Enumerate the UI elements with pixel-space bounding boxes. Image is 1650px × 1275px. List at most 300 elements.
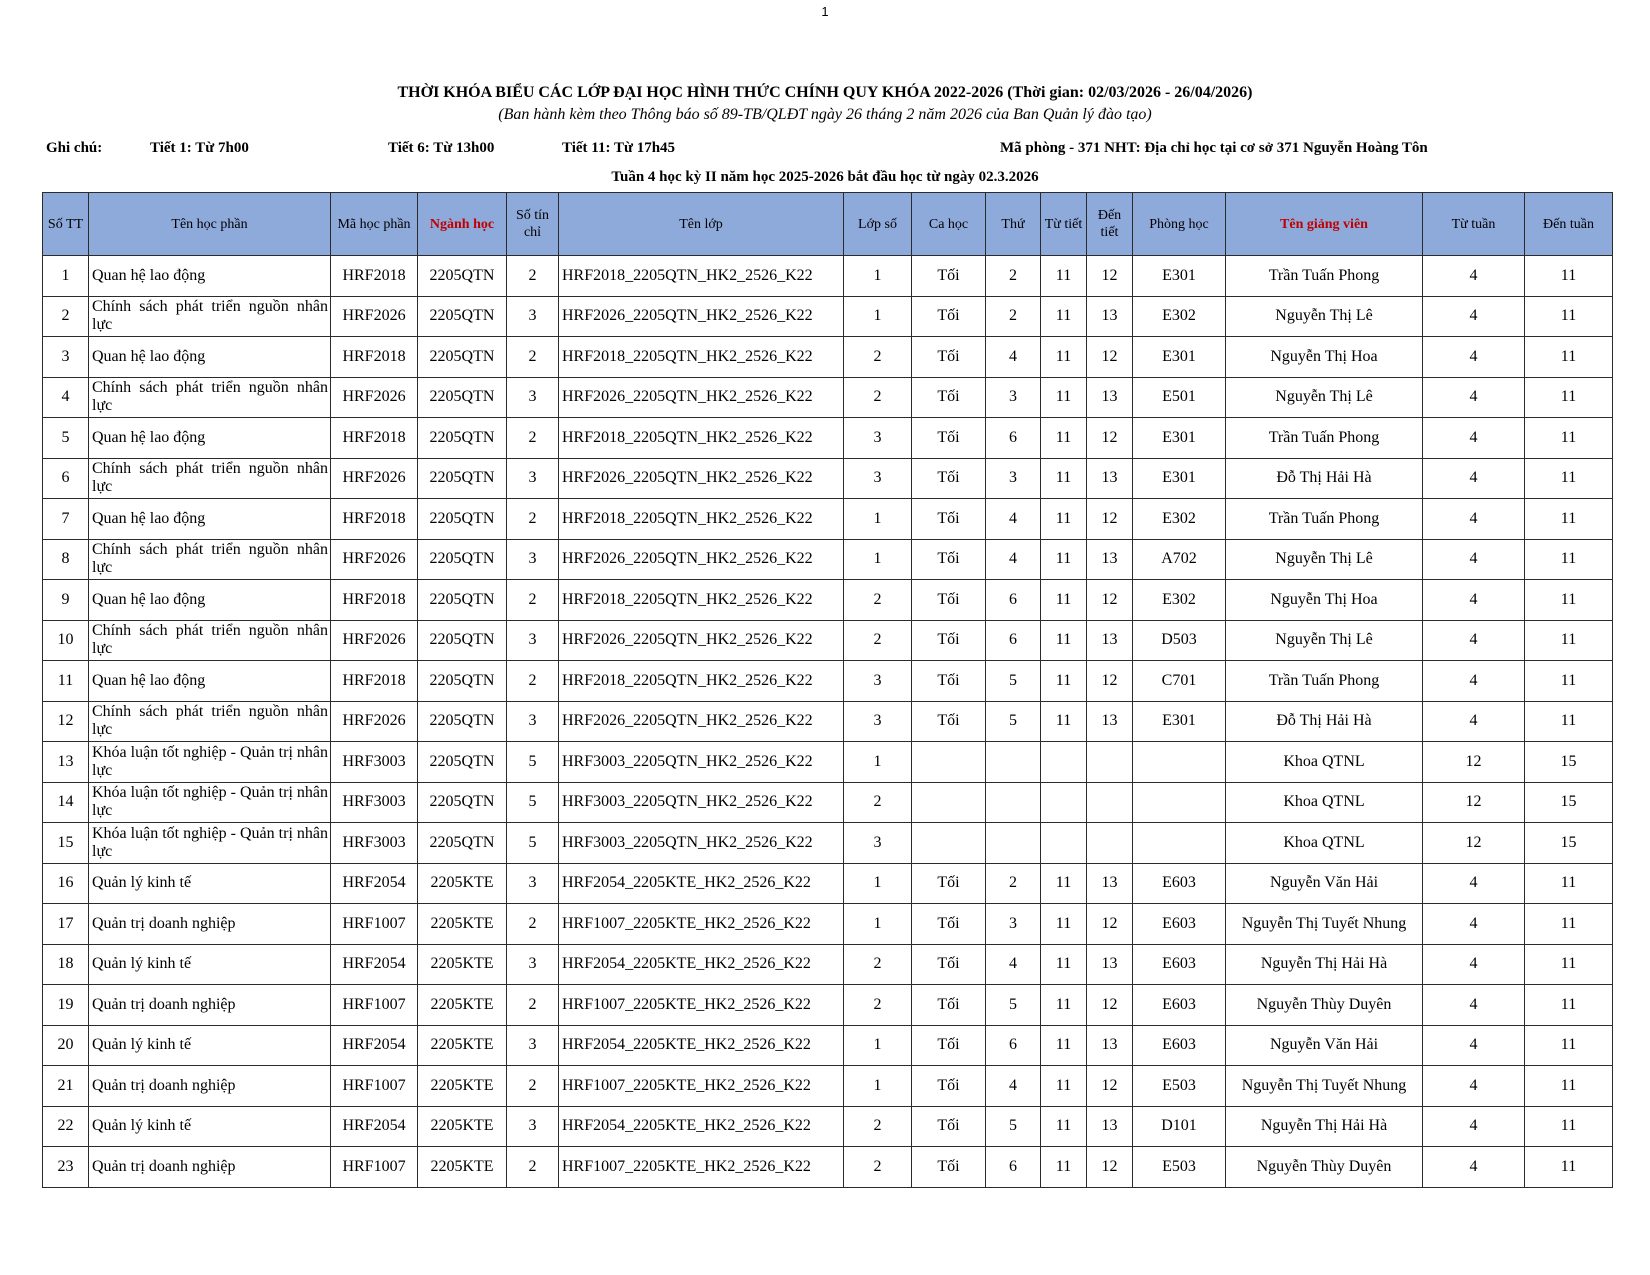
- cell-to-period: 12: [1087, 985, 1133, 1026]
- cell-credits: 2: [507, 904, 559, 945]
- cell-course-code: HRF2018: [331, 661, 418, 702]
- cell-to-period: 12: [1087, 661, 1133, 702]
- cell-class-no: 3: [844, 418, 912, 459]
- cell-from-week: 4: [1423, 377, 1525, 418]
- cell-credits: 2: [507, 337, 559, 378]
- cell-to-week: 11: [1525, 499, 1613, 540]
- cell-stt: 21: [43, 1066, 89, 1107]
- cell-weekday: 3: [986, 458, 1041, 499]
- cell-to-week: 11: [1525, 863, 1613, 904]
- cell-to-period: 12: [1087, 904, 1133, 945]
- cell-weekday: 5: [986, 985, 1041, 1026]
- cell-stt: 8: [43, 539, 89, 580]
- cell-from-period: 11: [1041, 1066, 1087, 1107]
- cell-class-no: 2: [844, 620, 912, 661]
- cell-from-period: 11: [1041, 458, 1087, 499]
- cell-stt: 11: [43, 661, 89, 702]
- cell-weekday: 5: [986, 701, 1041, 742]
- col-header-weekday: Thứ: [986, 193, 1041, 256]
- cell-lecturer: Đỗ Thị Hải Hà: [1226, 458, 1423, 499]
- note-period-1: Tiết 1: Từ 7h00: [150, 140, 249, 156]
- cell-room: E603: [1133, 944, 1226, 985]
- cell-course-code: HRF2026: [331, 701, 418, 742]
- cell-course-name: Quản lý kinh tế: [89, 1106, 331, 1147]
- cell-stt: 22: [43, 1106, 89, 1147]
- cell-class-name: HRF2018_2205QTN_HK2_2526_K22: [559, 580, 844, 621]
- col-header-class-no: Lớp số: [844, 193, 912, 256]
- cell-to-period: 13: [1087, 1106, 1133, 1147]
- cell-from-week: 4: [1423, 296, 1525, 337]
- cell-major: 2205KTE: [418, 1025, 507, 1066]
- cell-room: E302: [1133, 580, 1226, 621]
- cell-lecturer: Nguyễn Thị Hoa: [1226, 337, 1423, 378]
- cell-stt: 19: [43, 985, 89, 1026]
- cell-course-name: Khóa luận tốt nghiệp - Quản trị nhân lực: [89, 742, 331, 783]
- cell-lecturer: Khoa QTNL: [1226, 742, 1423, 783]
- cell-stt: 9: [43, 580, 89, 621]
- table-row: [43, 661, 1613, 702]
- cell-class-name: HRF1007_2205KTE_HK2_2526_K22: [559, 1066, 844, 1107]
- cell-class-name: HRF3003_2205QTN_HK2_2526_K22: [559, 782, 844, 823]
- cell-class-no: 2: [844, 985, 912, 1026]
- cell-from-week: 4: [1423, 418, 1525, 459]
- cell-class-no: 3: [844, 661, 912, 702]
- cell-credits: 5: [507, 742, 559, 783]
- cell-credits: 3: [507, 1025, 559, 1066]
- cell-class-name: HRF1007_2205KTE_HK2_2526_K22: [559, 904, 844, 945]
- cell-class-name: HRF2018_2205QTN_HK2_2526_K22: [559, 418, 844, 459]
- cell-class-no: 2: [844, 1106, 912, 1147]
- cell-weekday: [986, 742, 1041, 783]
- col-header-credits: Số tín chỉ: [507, 193, 559, 256]
- cell-to-period: 13: [1087, 377, 1133, 418]
- cell-to-week: 11: [1525, 904, 1613, 945]
- cell-major: 2205KTE: [418, 1066, 507, 1107]
- cell-class-no: 2: [844, 944, 912, 985]
- cell-class-name: HRF2054_2205KTE_HK2_2526_K22: [559, 1106, 844, 1147]
- cell-to-week: 11: [1525, 256, 1613, 297]
- cell-stt: 18: [43, 944, 89, 985]
- cell-lecturer: Nguyễn Thị Hải Hà: [1226, 944, 1423, 985]
- cell-to-period: [1087, 782, 1133, 823]
- cell-course-name: Quản trị doanh nghiệp: [89, 1147, 331, 1188]
- cell-stt: 2: [43, 296, 89, 337]
- cell-course-code: HRF1007: [331, 904, 418, 945]
- cell-from-period: 11: [1041, 904, 1087, 945]
- cell-weekday: [986, 823, 1041, 864]
- cell-credits: 3: [507, 1106, 559, 1147]
- cell-session: Tối: [912, 337, 986, 378]
- cell-to-week: 11: [1525, 661, 1613, 702]
- cell-credits: 2: [507, 418, 559, 459]
- cell-course-code: HRF2054: [331, 1106, 418, 1147]
- cell-major: 2205KTE: [418, 904, 507, 945]
- cell-room: C701: [1133, 661, 1226, 702]
- cell-credits: 2: [507, 580, 559, 621]
- cell-weekday: 3: [986, 377, 1041, 418]
- cell-course-name: Chính sách phát triển nguồn nhân lực: [89, 377, 331, 418]
- cell-stt: 23: [43, 1147, 89, 1188]
- cell-class-name: HRF2018_2205QTN_HK2_2526_K22: [559, 499, 844, 540]
- cell-credits: 3: [507, 863, 559, 904]
- cell-course-code: HRF2054: [331, 1025, 418, 1066]
- cell-room: E603: [1133, 863, 1226, 904]
- cell-weekday: 6: [986, 1025, 1041, 1066]
- cell-session: Tối: [912, 863, 986, 904]
- cell-class-no: 2: [844, 337, 912, 378]
- col-header-from-week: Từ tuần: [1423, 193, 1525, 256]
- schedule-table: [42, 192, 1613, 1188]
- cell-stt: 5: [43, 418, 89, 459]
- cell-to-period: [1087, 742, 1133, 783]
- col-header-course-code: Mã học phần: [331, 193, 418, 256]
- cell-course-code: HRF2026: [331, 377, 418, 418]
- cell-course-name: Quản lý kinh tế: [89, 1025, 331, 1066]
- cell-major: 2205QTN: [418, 823, 507, 864]
- cell-major: 2205QTN: [418, 418, 507, 459]
- cell-course-name: Chính sách phát triển nguồn nhân lực: [89, 701, 331, 742]
- cell-course-code: HRF2026: [331, 458, 418, 499]
- cell-from-week: 12: [1423, 782, 1525, 823]
- cell-from-period: 11: [1041, 863, 1087, 904]
- cell-from-week: 4: [1423, 944, 1525, 985]
- cell-session: Tối: [912, 377, 986, 418]
- cell-to-period: 13: [1087, 1025, 1133, 1066]
- page-number: 1: [821, 4, 829, 19]
- cell-course-name: Quan hệ lao động: [89, 580, 331, 621]
- cell-class-no: 1: [844, 863, 912, 904]
- cell-to-week: 11: [1525, 296, 1613, 337]
- cell-room: E503: [1133, 1066, 1226, 1107]
- table-row: [43, 337, 1613, 378]
- note-label: Ghi chú:: [46, 140, 103, 156]
- col-header-to-period: Đến tiết: [1087, 193, 1133, 256]
- cell-to-period: 13: [1087, 701, 1133, 742]
- table-row: [43, 458, 1613, 499]
- cell-course-name: Quan hệ lao động: [89, 661, 331, 702]
- cell-room: E603: [1133, 985, 1226, 1026]
- cell-course-name: Quan hệ lao động: [89, 337, 331, 378]
- cell-credits: 2: [507, 1147, 559, 1188]
- cell-from-period: 11: [1041, 256, 1087, 297]
- cell-to-period: 13: [1087, 944, 1133, 985]
- cell-session: Tối: [912, 620, 986, 661]
- cell-major: 2205QTN: [418, 256, 507, 297]
- cell-stt: 17: [43, 904, 89, 945]
- cell-class-no: 1: [844, 256, 912, 297]
- cell-major: 2205QTN: [418, 782, 507, 823]
- cell-course-code: HRF2054: [331, 944, 418, 985]
- cell-room: E501: [1133, 377, 1226, 418]
- cell-to-period: 13: [1087, 296, 1133, 337]
- cell-weekday: 5: [986, 1106, 1041, 1147]
- cell-to-period: 12: [1087, 580, 1133, 621]
- cell-lecturer: Nguyễn Thị Lê: [1226, 377, 1423, 418]
- cell-major: 2205QTN: [418, 499, 507, 540]
- cell-lecturer: Nguyễn Thị Hải Hà: [1226, 1106, 1423, 1147]
- cell-session: Tối: [912, 1066, 986, 1107]
- cell-from-period: 11: [1041, 985, 1087, 1026]
- cell-session: Tối: [912, 296, 986, 337]
- cell-class-name: HRF2026_2205QTN_HK2_2526_K22: [559, 620, 844, 661]
- cell-from-week: 4: [1423, 539, 1525, 580]
- cell-room: E603: [1133, 1025, 1226, 1066]
- cell-stt: 13: [43, 742, 89, 783]
- cell-from-period: 11: [1041, 1025, 1087, 1066]
- cell-from-period: 11: [1041, 1147, 1087, 1188]
- cell-course-code: HRF2018: [331, 337, 418, 378]
- cell-lecturer: Khoa QTNL: [1226, 823, 1423, 864]
- cell-credits: 2: [507, 256, 559, 297]
- cell-class-name: HRF2054_2205KTE_HK2_2526_K22: [559, 944, 844, 985]
- table-row: [43, 742, 1613, 783]
- cell-to-period: 12: [1087, 499, 1133, 540]
- cell-to-week: 11: [1525, 539, 1613, 580]
- cell-lecturer: Nguyễn Thị Tuyết Nhung: [1226, 904, 1423, 945]
- cell-room: E301: [1133, 701, 1226, 742]
- cell-credits: 3: [507, 620, 559, 661]
- cell-from-period: 11: [1041, 377, 1087, 418]
- cell-lecturer: Nguyễn Thùy Duyên: [1226, 985, 1423, 1026]
- cell-lecturer: Trần Tuấn Phong: [1226, 256, 1423, 297]
- cell-credits: 5: [507, 823, 559, 864]
- table-row: [43, 580, 1613, 621]
- cell-lecturer: Nguyễn Thị Tuyết Nhung: [1226, 1066, 1423, 1107]
- cell-from-period: 11: [1041, 580, 1087, 621]
- cell-to-week: 11: [1525, 337, 1613, 378]
- cell-to-period: 13: [1087, 458, 1133, 499]
- cell-from-period: 11: [1041, 499, 1087, 540]
- cell-session: Tối: [912, 944, 986, 985]
- cell-weekday: 5: [986, 661, 1041, 702]
- cell-session: Tối: [912, 539, 986, 580]
- col-header-stt: Số TT: [43, 193, 89, 256]
- cell-course-code: HRF2018: [331, 580, 418, 621]
- cell-course-name: Quản trị doanh nghiệp: [89, 1066, 331, 1107]
- cell-weekday: 4: [986, 337, 1041, 378]
- cell-weekday: 4: [986, 944, 1041, 985]
- col-header-session: Ca học: [912, 193, 986, 256]
- cell-course-name: Khóa luận tốt nghiệp - Quản trị nhân lực: [89, 782, 331, 823]
- cell-session: Tối: [912, 499, 986, 540]
- cell-stt: 1: [43, 256, 89, 297]
- cell-from-week: 4: [1423, 904, 1525, 945]
- cell-lecturer: Trần Tuấn Phong: [1226, 418, 1423, 459]
- cell-from-period: 11: [1041, 418, 1087, 459]
- cell-class-no: 3: [844, 823, 912, 864]
- cell-session: [912, 823, 986, 864]
- cell-major: 2205KTE: [418, 1147, 507, 1188]
- col-header-to-week: Đến tuần: [1525, 193, 1613, 256]
- cell-from-period: 11: [1041, 661, 1087, 702]
- cell-session: Tối: [912, 458, 986, 499]
- cell-from-week: 4: [1423, 1106, 1525, 1147]
- cell-course-code: HRF1007: [331, 985, 418, 1026]
- table-row: [43, 823, 1613, 864]
- cell-session: [912, 782, 986, 823]
- document-title: THỜI KHÓA BIỂU CÁC LỚP ĐẠI HỌC HÌNH THỨC CHÍNH QUY KHÓA 2022-2026 (Thời gian: 02/03/2026 - 26/04/2026): [397, 84, 1253, 101]
- cell-class-name: HRF2054_2205KTE_HK2_2526_K22: [559, 863, 844, 904]
- cell-course-code: HRF2018: [331, 499, 418, 540]
- cell-to-week: 11: [1525, 418, 1613, 459]
- cell-stt: 10: [43, 620, 89, 661]
- cell-lecturer: Đỗ Thị Hải Hà: [1226, 701, 1423, 742]
- cell-from-week: 4: [1423, 458, 1525, 499]
- cell-to-week: 11: [1525, 458, 1613, 499]
- cell-credits: 2: [507, 499, 559, 540]
- table-row: [43, 377, 1613, 418]
- table-row: [43, 701, 1613, 742]
- cell-class-no: 2: [844, 377, 912, 418]
- cell-room: [1133, 782, 1226, 823]
- col-header-from-period: Từ tiết: [1041, 193, 1087, 256]
- cell-from-week: 4: [1423, 985, 1525, 1026]
- cell-weekday: 2: [986, 256, 1041, 297]
- cell-lecturer: Nguyễn Thị Lê: [1226, 296, 1423, 337]
- cell-room: E301: [1133, 418, 1226, 459]
- cell-room: E301: [1133, 337, 1226, 378]
- cell-from-period: 11: [1041, 701, 1087, 742]
- cell-stt: 14: [43, 782, 89, 823]
- cell-major: 2205KTE: [418, 1106, 507, 1147]
- cell-from-period: 11: [1041, 944, 1087, 985]
- cell-session: Tối: [912, 580, 986, 621]
- cell-weekday: 4: [986, 539, 1041, 580]
- table-header-row: [43, 193, 1613, 256]
- cell-session: Tối: [912, 256, 986, 297]
- cell-course-name: Quản lý kinh tế: [89, 863, 331, 904]
- cell-to-week: 11: [1525, 944, 1613, 985]
- cell-lecturer: Nguyễn Thị Lê: [1226, 620, 1423, 661]
- cell-course-name: Chính sách phát triển nguồn nhân lực: [89, 458, 331, 499]
- cell-class-no: 1: [844, 296, 912, 337]
- cell-major: 2205QTN: [418, 539, 507, 580]
- cell-to-week: 15: [1525, 782, 1613, 823]
- week-note: Tuần 4 học kỳ II năm học 2025-2026 bắt đầu học từ ngày 02.3.2026: [611, 169, 1039, 185]
- table-row: [43, 1025, 1613, 1066]
- cell-to-week: 11: [1525, 1025, 1613, 1066]
- cell-lecturer: Nguyễn Văn Hải: [1226, 1025, 1423, 1066]
- cell-credits: 5: [507, 782, 559, 823]
- cell-to-period: 12: [1087, 418, 1133, 459]
- cell-course-code: HRF3003: [331, 742, 418, 783]
- cell-from-week: 4: [1423, 620, 1525, 661]
- cell-class-name: HRF2054_2205KTE_HK2_2526_K22: [559, 1025, 844, 1066]
- cell-weekday: 3: [986, 904, 1041, 945]
- cell-to-period: 12: [1087, 1066, 1133, 1107]
- col-header-room: Phòng học: [1133, 193, 1226, 256]
- cell-weekday: 4: [986, 499, 1041, 540]
- cell-stt: 20: [43, 1025, 89, 1066]
- cell-session: Tối: [912, 661, 986, 702]
- cell-major: 2205KTE: [418, 944, 507, 985]
- cell-credits: 3: [507, 944, 559, 985]
- cell-room: E603: [1133, 904, 1226, 945]
- cell-course-code: HRF2018: [331, 256, 418, 297]
- cell-major: 2205QTN: [418, 377, 507, 418]
- cell-course-name: Quan hệ lao động: [89, 418, 331, 459]
- cell-course-name: Quan hệ lao động: [89, 499, 331, 540]
- cell-weekday: 6: [986, 580, 1041, 621]
- table-row: [43, 256, 1613, 297]
- cell-session: Tối: [912, 904, 986, 945]
- cell-major: 2205QTN: [418, 661, 507, 702]
- cell-lecturer: Khoa QTNL: [1226, 782, 1423, 823]
- table-row: [43, 499, 1613, 540]
- cell-to-week: 11: [1525, 1106, 1613, 1147]
- cell-major: 2205QTN: [418, 742, 507, 783]
- cell-stt: 7: [43, 499, 89, 540]
- cell-major: 2205QTN: [418, 701, 507, 742]
- cell-course-code: HRF2026: [331, 539, 418, 580]
- cell-to-week: 15: [1525, 742, 1613, 783]
- cell-room: [1133, 742, 1226, 783]
- cell-class-name: HRF3003_2205QTN_HK2_2526_K22: [559, 823, 844, 864]
- cell-major: 2205QTN: [418, 458, 507, 499]
- cell-session: Tối: [912, 1147, 986, 1188]
- cell-major: 2205QTN: [418, 337, 507, 378]
- cell-course-code: HRF1007: [331, 1066, 418, 1107]
- cell-weekday: 6: [986, 620, 1041, 661]
- table-row: [43, 1106, 1613, 1147]
- cell-session: Tối: [912, 1025, 986, 1066]
- cell-class-name: HRF3003_2205QTN_HK2_2526_K22: [559, 742, 844, 783]
- cell-course-name: Chính sách phát triển nguồn nhân lực: [89, 620, 331, 661]
- cell-class-no: 3: [844, 458, 912, 499]
- cell-room: D101: [1133, 1106, 1226, 1147]
- cell-to-period: 13: [1087, 620, 1133, 661]
- cell-room: E302: [1133, 296, 1226, 337]
- cell-room: [1133, 823, 1226, 864]
- cell-session: Tối: [912, 985, 986, 1026]
- cell-class-name: HRF2026_2205QTN_HK2_2526_K22: [559, 701, 844, 742]
- cell-class-no: 1: [844, 904, 912, 945]
- cell-class-name: HRF1007_2205KTE_HK2_2526_K22: [559, 985, 844, 1026]
- cell-from-week: 4: [1423, 701, 1525, 742]
- cell-weekday: 2: [986, 863, 1041, 904]
- cell-class-name: HRF2026_2205QTN_HK2_2526_K22: [559, 296, 844, 337]
- cell-class-no: 1: [844, 1025, 912, 1066]
- cell-session: Tối: [912, 1106, 986, 1147]
- cell-room: E503: [1133, 1147, 1226, 1188]
- cell-from-period: [1041, 742, 1087, 783]
- cell-course-name: Chính sách phát triển nguồn nhân lực: [89, 539, 331, 580]
- cell-credits: 2: [507, 985, 559, 1026]
- cell-stt: 6: [43, 458, 89, 499]
- cell-room: E301: [1133, 458, 1226, 499]
- cell-room: A702: [1133, 539, 1226, 580]
- cell-from-week: 4: [1423, 499, 1525, 540]
- table-row: [43, 539, 1613, 580]
- cell-stt: 15: [43, 823, 89, 864]
- table-row: [43, 904, 1613, 945]
- cell-class-no: 3: [844, 701, 912, 742]
- cell-to-period: 13: [1087, 863, 1133, 904]
- cell-room: E301: [1133, 256, 1226, 297]
- cell-weekday: 2: [986, 296, 1041, 337]
- cell-course-code: HRF2018: [331, 418, 418, 459]
- cell-from-week: 4: [1423, 580, 1525, 621]
- table-row: [43, 782, 1613, 823]
- table-row: [43, 985, 1613, 1026]
- cell-stt: 3: [43, 337, 89, 378]
- cell-major: 2205QTN: [418, 580, 507, 621]
- cell-to-week: 15: [1525, 823, 1613, 864]
- cell-class-name: HRF1007_2205KTE_HK2_2526_K22: [559, 1147, 844, 1188]
- cell-lecturer: Nguyễn Thùy Duyên: [1226, 1147, 1423, 1188]
- cell-from-week: 4: [1423, 661, 1525, 702]
- cell-from-period: 11: [1041, 1106, 1087, 1147]
